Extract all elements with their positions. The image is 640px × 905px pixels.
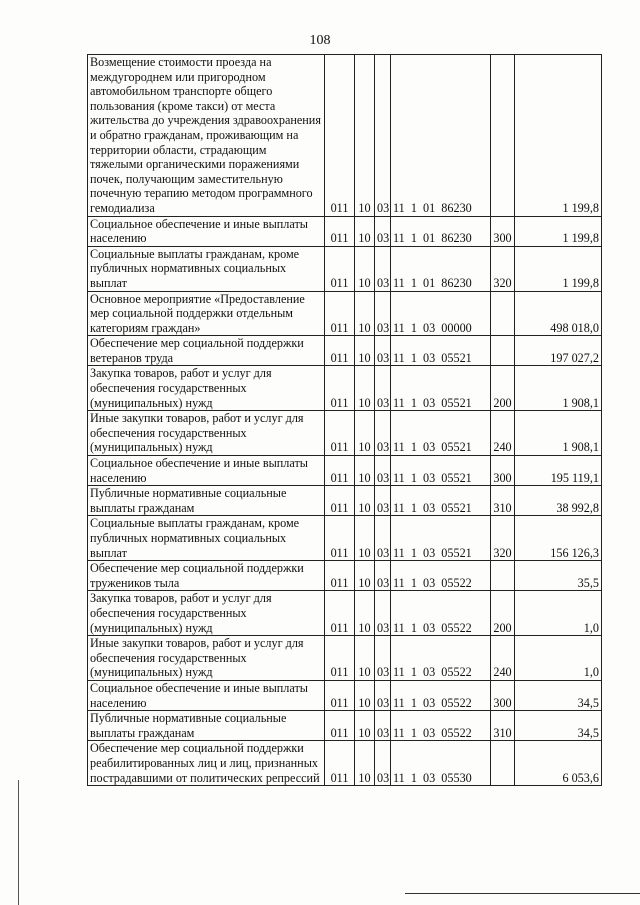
row-section-code: 10 — [355, 680, 375, 710]
row-amount: 1 199,8 — [515, 246, 602, 291]
row-description: Возмещение стоимости проезда на междугороднем или пригородном автомобильном транспорте общего пользования (кроме такси) от места жительства до учреждения здравоохранения и обратно гражданам, проживающим на территории области, страдающим тяжелыми органическими поражениями почек, получающим заместительную почечную терапию методом программного гемодиализа — [88, 55, 325, 217]
row-amount: 498 018,0 — [515, 291, 602, 336]
row-expense-type-code: 240 — [491, 411, 515, 456]
row-target-article-code: 11 1 03 05521 — [391, 516, 491, 561]
row-section-code: 10 — [355, 366, 375, 411]
row-grbs-code: 011 — [325, 456, 355, 486]
row-target-article-code: 11 1 03 05521 — [391, 366, 491, 411]
row-subsection-code: 03 — [375, 246, 391, 291]
row-expense-type-code: 200 — [491, 591, 515, 636]
row-amount: 1 908,1 — [515, 366, 602, 411]
row-expense-type-code: 300 — [491, 456, 515, 486]
row-description: Закупка товаров, работ и услуг для обеспечения государственных (муниципальных) нужд — [88, 591, 325, 636]
row-description: Обеспечение мер социальной поддержки ветеранов труда — [88, 336, 325, 366]
row-section-code: 10 — [355, 486, 375, 516]
row-grbs-code: 011 — [325, 711, 355, 741]
row-target-article-code: 11 1 01 86230 — [391, 55, 491, 217]
row-expense-type-code: 310 — [491, 711, 515, 741]
row-target-article-code: 11 1 03 05522 — [391, 680, 491, 710]
row-description: Обеспечение мер социальной поддержки реабилитированных лиц и лиц, признанных пострадавшими от политических репрессий — [88, 741, 325, 786]
row-amount: 1 908,1 — [515, 411, 602, 456]
row-target-article-code: 11 1 01 86230 — [391, 246, 491, 291]
row-amount: 35,5 — [515, 561, 602, 591]
row-amount: 1,0 — [515, 636, 602, 681]
row-target-article-code: 11 1 03 00000 — [391, 291, 491, 336]
row-expense-type-code: 300 — [491, 216, 515, 246]
row-grbs-code: 011 — [325, 291, 355, 336]
table-row — [88, 246, 602, 291]
row-amount: 1,0 — [515, 591, 602, 636]
row-subsection-code: 03 — [375, 741, 391, 786]
row-amount: 38 992,8 — [515, 486, 602, 516]
row-grbs-code: 011 — [325, 55, 355, 217]
row-expense-type-code — [491, 741, 515, 786]
row-grbs-code: 011 — [325, 216, 355, 246]
row-section-code: 10 — [355, 591, 375, 636]
row-grbs-code: 011 — [325, 741, 355, 786]
row-subsection-code: 03 — [375, 591, 391, 636]
row-section-code: 10 — [355, 741, 375, 786]
row-description: Социальное обеспечение и иные выплаты населению — [88, 680, 325, 710]
budget-table-body — [88, 55, 602, 786]
row-amount: 6 053,6 — [515, 741, 602, 786]
row-subsection-code: 03 — [375, 55, 391, 217]
row-amount: 195 119,1 — [515, 456, 602, 486]
row-section-code: 10 — [355, 55, 375, 217]
row-amount: 156 126,3 — [515, 516, 602, 561]
row-amount: 34,5 — [515, 680, 602, 710]
table-row — [88, 55, 602, 217]
row-amount: 1 199,8 — [515, 55, 602, 217]
row-section-code: 10 — [355, 561, 375, 591]
row-subsection-code: 03 — [375, 516, 391, 561]
table-row — [88, 711, 602, 741]
row-section-code: 10 — [355, 636, 375, 681]
row-target-article-code: 11 1 03 05522 — [391, 711, 491, 741]
row-subsection-code: 03 — [375, 291, 391, 336]
row-grbs-code: 011 — [325, 516, 355, 561]
row-description: Иные закупки товаров, работ и услуг для обеспечения государственных (муниципальных) нужд — [88, 411, 325, 456]
row-grbs-code: 011 — [325, 336, 355, 366]
row-subsection-code: 03 — [375, 366, 391, 411]
row-subsection-code: 03 — [375, 680, 391, 710]
row-section-code: 10 — [355, 456, 375, 486]
row-description: Социальное обеспечение и иные выплаты населению — [88, 456, 325, 486]
row-target-article-code: 11 1 03 05530 — [391, 741, 491, 786]
row-section-code: 10 — [355, 336, 375, 366]
table-row — [88, 291, 602, 336]
row-target-article-code: 11 1 03 05521 — [391, 486, 491, 516]
table-row — [88, 336, 602, 366]
row-expense-type-code: 200 — [491, 366, 515, 411]
row-expense-type-code: 320 — [491, 516, 515, 561]
row-target-article-code: 11 1 03 05522 — [391, 591, 491, 636]
row-target-article-code: 11 1 03 05521 — [391, 456, 491, 486]
row-description: Социальные выплаты гражданам, кроме публичных нормативных социальных выплат — [88, 516, 325, 561]
row-subsection-code: 03 — [375, 336, 391, 366]
table-row — [88, 680, 602, 710]
page-number: 108 — [309, 33, 331, 48]
table-row — [88, 366, 602, 411]
row-amount: 34,5 — [515, 711, 602, 741]
row-expense-type-code — [491, 561, 515, 591]
row-description: Социальные выплаты гражданам, кроме публичных нормативных социальных выплат — [88, 246, 325, 291]
row-subsection-code: 03 — [375, 411, 391, 456]
row-expense-type-code: 240 — [491, 636, 515, 681]
row-section-code: 10 — [355, 246, 375, 291]
row-section-code: 10 — [355, 216, 375, 246]
row-expense-type-code: 310 — [491, 486, 515, 516]
table-row — [88, 591, 602, 636]
row-expense-type-code: 300 — [491, 680, 515, 710]
table-row — [88, 636, 602, 681]
row-subsection-code: 03 — [375, 636, 391, 681]
row-description: Закупка товаров, работ и услуг для обеспечения государственных (муниципальных) нужд — [88, 366, 325, 411]
scan-edge-line-left — [18, 780, 19, 905]
row-grbs-code: 011 — [325, 366, 355, 411]
row-amount: 1 199,8 — [515, 216, 602, 246]
row-target-article-code: 11 1 03 05522 — [391, 636, 491, 681]
row-description: Иные закупки товаров, работ и услуг для обеспечения государственных (муниципальных) нужд — [88, 636, 325, 681]
row-section-code: 10 — [355, 711, 375, 741]
table-row — [88, 411, 602, 456]
row-subsection-code: 03 — [375, 711, 391, 741]
row-grbs-code: 011 — [325, 591, 355, 636]
table-row — [88, 486, 602, 516]
row-section-code: 10 — [355, 291, 375, 336]
row-description: Основное мероприятие «Предоставление мер социальной поддержки отдельным категориям граждан» — [88, 291, 325, 336]
row-description: Обеспечение мер социальной поддержки тружеников тыла — [88, 561, 325, 591]
row-grbs-code: 011 — [325, 486, 355, 516]
row-subsection-code: 03 — [375, 216, 391, 246]
row-subsection-code: 03 — [375, 486, 391, 516]
row-grbs-code: 011 — [325, 636, 355, 681]
table-row — [88, 741, 602, 786]
budget-table — [87, 54, 602, 786]
table-row — [88, 216, 602, 246]
row-description: Публичные нормативные социальные выплаты гражданам — [88, 486, 325, 516]
row-amount: 197 027,2 — [515, 336, 602, 366]
row-subsection-code: 03 — [375, 561, 391, 591]
row-target-article-code: 11 1 03 05521 — [391, 336, 491, 366]
row-section-code: 10 — [355, 411, 375, 456]
scan-edge-line — [405, 893, 640, 894]
row-expense-type-code: 320 — [491, 246, 515, 291]
table-row — [88, 516, 602, 561]
row-grbs-code: 011 — [325, 561, 355, 591]
row-target-article-code: 11 1 01 86230 — [391, 216, 491, 246]
row-description: Публичные нормативные социальные выплаты гражданам — [88, 711, 325, 741]
table-row — [88, 561, 602, 591]
row-grbs-code: 011 — [325, 246, 355, 291]
row-section-code: 10 — [355, 516, 375, 561]
table-row — [88, 456, 602, 486]
row-target-article-code: 11 1 03 05521 — [391, 411, 491, 456]
row-grbs-code: 011 — [325, 680, 355, 710]
row-expense-type-code — [491, 291, 515, 336]
row-expense-type-code — [491, 336, 515, 366]
row-expense-type-code — [491, 55, 515, 217]
row-target-article-code: 11 1 03 05522 — [391, 561, 491, 591]
row-grbs-code: 011 — [325, 411, 355, 456]
row-subsection-code: 03 — [375, 456, 391, 486]
row-description: Социальное обеспечение и иные выплаты населению — [88, 216, 325, 246]
